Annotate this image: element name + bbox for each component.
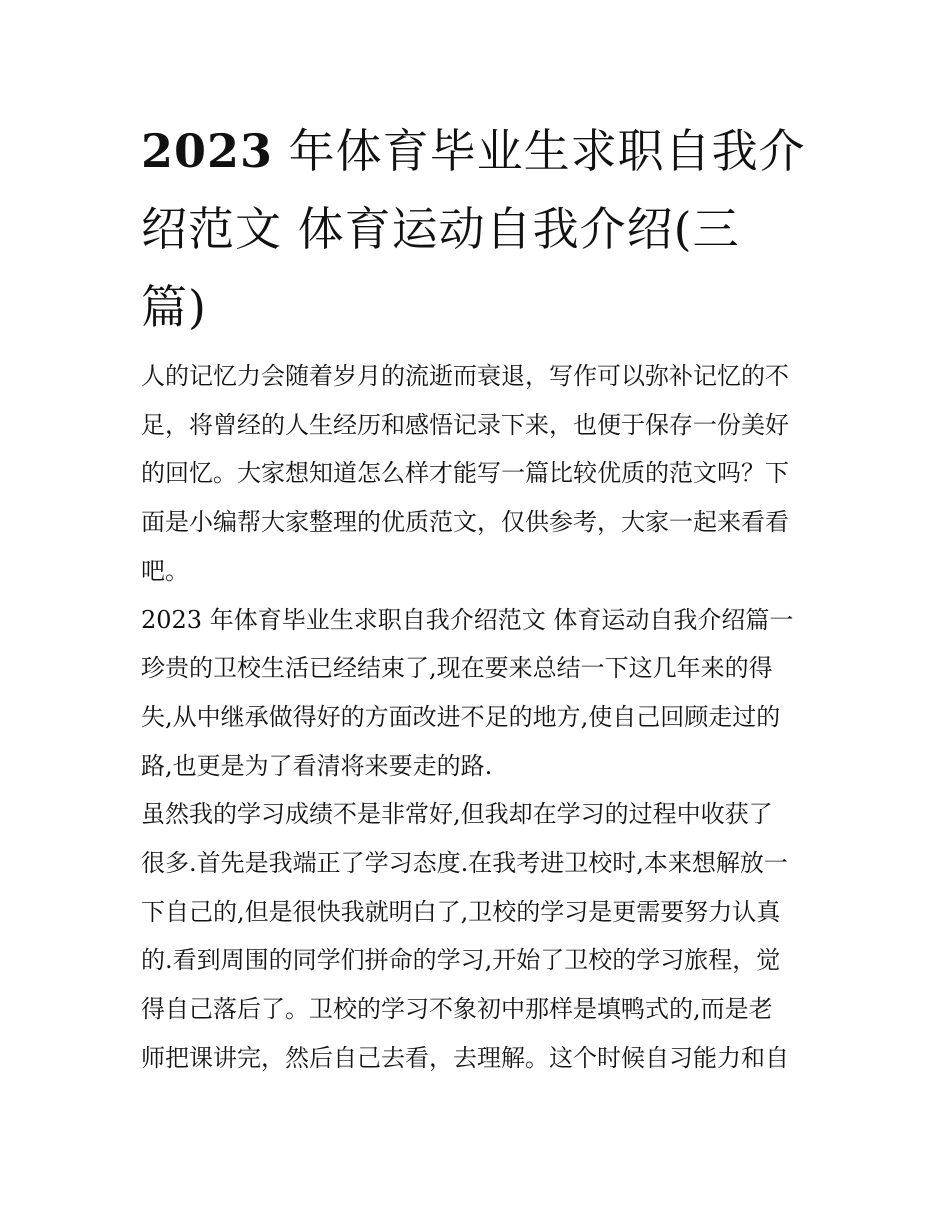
title-text: 年体育毕业生求职自我介 绍范文 体育运动自我介绍(三 篇): [141, 124, 806, 334]
body-paragraph: 虽然我的学习成绩不是非常好,但我却在学习的过程中收获了 很多.首先是我端正了学习态度.在我考进卫校时,本来想解放一 下自己的,但是很快我就明白了,卫校的学习是更需要努力认真 的.看到周围的同学们拼命的学习,开始了卫校的学习旅程，觉 得自己落后了。卫校的学习不象初中那样是填鸭式的,而是老 师把课讲完，然后自己去看，去理解。这个时候自习能力和自: [141, 800, 789, 1072]
document-body: [141, 112, 821, 1083]
title-year: 2023: [141, 124, 274, 178]
body-paragraph: 珍贵的卫校生活已经结束了,现在要来总结一下这几年来的得 失,从中继承做得好的方面改进不足的地方,使自己回顾走过的 路,也更是为了看清将来要走的路.: [141, 654, 781, 780]
document-title: [141, 112, 821, 346]
section-heading: 2023 年体育毕业生求职自我介绍范文 体育运动自我介绍篇一: [141, 605, 794, 634]
intro-paragraph: 人的记忆力会随着岁月的流逝而衰退，写作可以弥补记忆的不 足，将曾经的人生经历和感悟记录下来，也便于保存一份美好 的回忆。大家想知道怎么样才能写一篇比较优质的范文吗？下 面是小编帮大家整理的优质范文，仅供参考，大家一起来看看 吧。: [141, 362, 789, 585]
